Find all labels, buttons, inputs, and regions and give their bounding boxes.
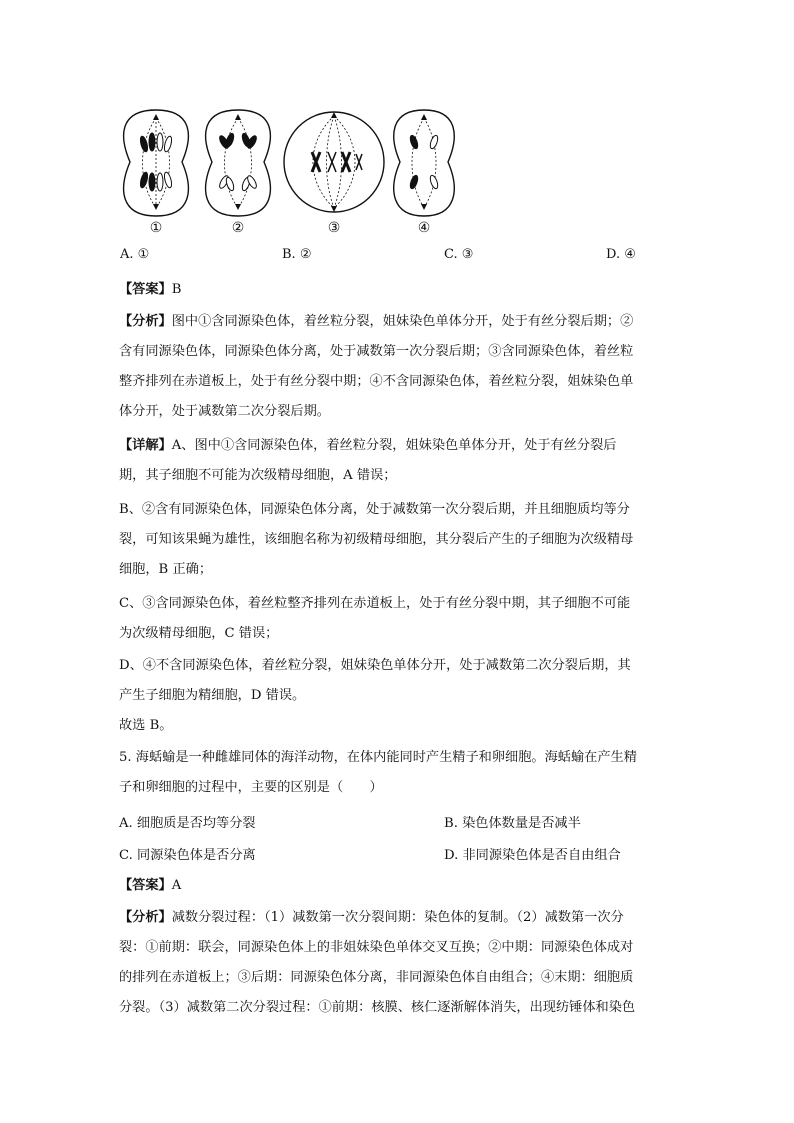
figure-label-4: ④ xyxy=(417,220,431,236)
cell-diagrams xyxy=(116,104,476,224)
q4-option-c: C. ③ xyxy=(444,247,474,262)
figure-label-2: ② xyxy=(231,220,245,236)
q4-detail-line-9: 产生子细胞为精细胞，D 错误。 xyxy=(119,688,306,703)
q4-detail-line-1: 【详解】A、图中①含同源染色体，着丝粒分裂，姐妹染色单体分开，处于有丝分裂后 xyxy=(119,438,617,453)
q5-stem-line-1: 5. 海蛞蝓是一种雌雄同体的海洋动物，在体内能同时产生精子和卵细胞。海蛞蝓在产生精 xyxy=(119,750,637,765)
q5-analysis-line-3: 的排列在赤道板上；③后期：同源染色体分离，非同源染色体自由组合；④末期：细胞质 xyxy=(119,970,634,985)
q4-analysis-line-4: 体分开，处于减数第二次分裂后期。 xyxy=(119,404,330,419)
q4-analysis-line-3: 整齐排列在赤道板上，处于有丝分裂中期；④不含同源染色体，着丝粒分裂，姐妹染色单 xyxy=(119,374,634,389)
q4-options xyxy=(120,247,660,267)
q5-answer: 【答案】A xyxy=(119,878,182,893)
figure-label-1: ① xyxy=(149,220,163,236)
q5-analysis-line-4: 分裂。（3）减数第二次分裂过程：①前期：核膜、核仁逐渐解体消失，出现纺锤体和染色 xyxy=(119,1000,636,1015)
q5-analysis-line-1: 【分析】减数分裂过程：（1）减数第一次分裂间期：染色体的复制。（2）减数第一次分 xyxy=(119,910,624,925)
q4-detail-line-7: 为次级精母细胞，C 错误； xyxy=(119,626,279,641)
q5-option-d: D. 非同源染色体是否自由组合 xyxy=(444,848,621,863)
cell-3-membrane xyxy=(284,112,384,212)
q4-detail-line-5: 细胞，B 正确； xyxy=(119,562,213,577)
q5-analysis-line-2: 裂：①前期：联会，同源染色体上的非姐妹染色单体交叉互换；②中期：同源染色体成对 xyxy=(119,940,634,955)
q5-option-b: B. 染色体数量是否减半 xyxy=(444,816,581,831)
figure-label-3: ③ xyxy=(327,220,341,236)
q4-detail-line-6: C、③含同源染色体，着丝粒整齐排列在赤道板上，处于有丝分裂中期，其子细胞不可能 xyxy=(119,596,631,611)
q4-option-b: B. ② xyxy=(282,247,312,262)
q4-detail-line-3: B、②含有同源染色体，同源染色体分离，处于减数第一次分裂后期，并且细胞质均等分 xyxy=(119,502,630,517)
q5-stem-line-2: 子和卵细胞的过程中，主要的区别是（ ） xyxy=(119,780,383,795)
cell-2-membrane xyxy=(206,110,271,216)
q5-option-c: C. 同源染色体是否分离 xyxy=(119,848,256,863)
q5-option-a: A. 细胞质是否均等分裂 xyxy=(119,816,256,831)
q4-detail-line-10: 故选 B。 xyxy=(119,718,173,733)
q4-analysis-line-1: 【分析】图中①含同源染色体，着丝粒分裂，姐妹染色单体分开，处于有丝分裂后期；② xyxy=(119,314,634,329)
q4-detail-line-2: 期，其子细胞不可能为次级精母细胞，A 错误； xyxy=(119,468,397,483)
q4-analysis-line-2: 含有同源染色体，同源染色体分离，处于减数第一次分裂后期；③含同源染色体，着丝粒 xyxy=(119,344,634,359)
q4-detail-line-4: 裂，可知该果蝇为雄性，该细胞名称为初级精母细胞，其分裂后产生的子细胞为次级精母 xyxy=(119,532,634,547)
q4-option-a: A. ① xyxy=(120,247,150,262)
q4-option-d: D. ④ xyxy=(606,247,636,262)
cell-division-figure xyxy=(116,104,476,240)
q4-detail-line-8: D、④不含同源染色体，着丝粒分裂，姐妹染色单体分开，处于减数第二次分裂后期，其 xyxy=(119,658,631,673)
q4-answer: 【答案】B xyxy=(119,282,182,297)
cell-4-membrane xyxy=(394,110,454,216)
